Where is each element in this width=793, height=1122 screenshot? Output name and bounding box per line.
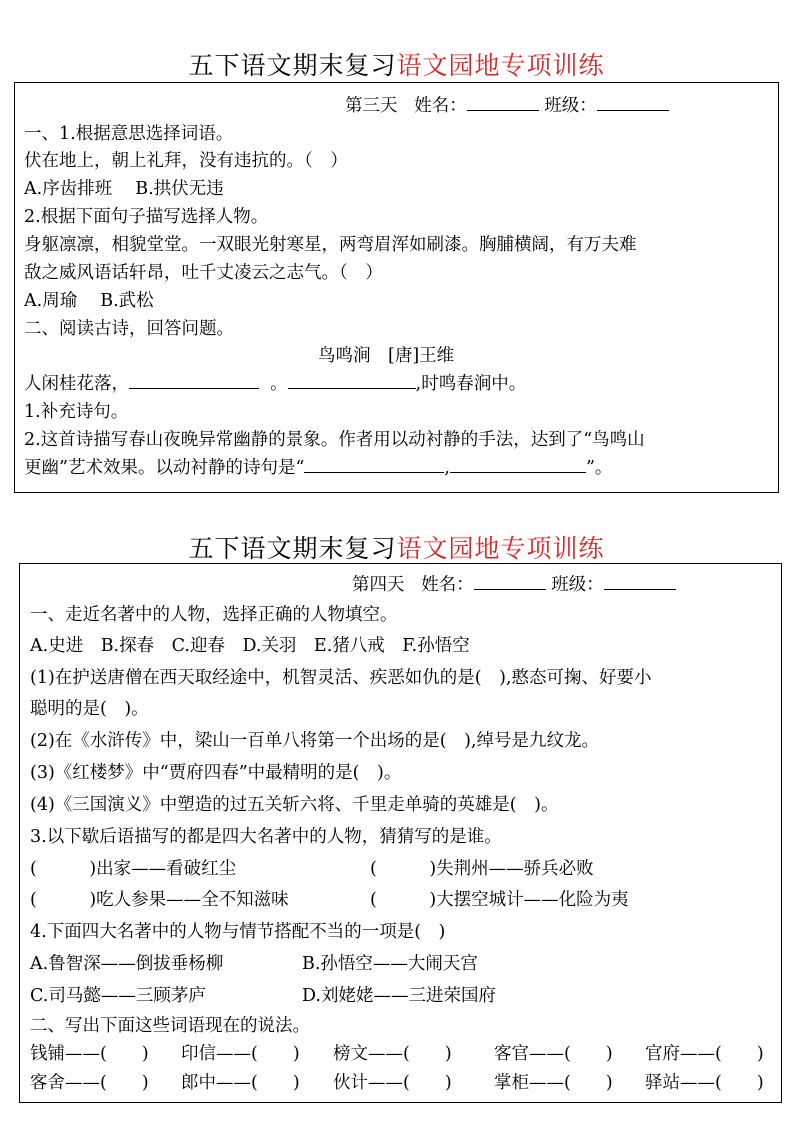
word-2-1: 郎中——( ) <box>181 1073 300 1093</box>
s1-line-5: 敌之威风语话轩昂，吐千丈凌云之志气。（ ） <box>24 263 383 283</box>
s2-line-3: 聪明的是( )。 <box>30 699 149 719</box>
word-1-2: 榜文——( ) <box>333 1044 452 1064</box>
s2-q4-a: A.鲁智深——倒拔垂杨柳 <box>30 954 224 974</box>
class-label: 班级： <box>551 575 604 595</box>
section1-title-black: 五下语文期末复习 <box>188 51 397 80</box>
section1-title <box>0 46 793 82</box>
class-label: 班级： <box>544 96 597 116</box>
s1-q2-line1: 2.这首诗描写春山夜晚异常幽静的景象。作者用以动衬静的手法，达到了“鸟鸣山 <box>24 430 645 450</box>
s1-line-2: A.序齿排班 B.拱伏无违 <box>24 179 224 199</box>
s1-line-0: 一、1.根据意思选择词语。 <box>24 124 234 144</box>
xiehou-1-1: ( )大摆空城计——化险为夷 <box>370 890 629 910</box>
s2-line-0: 一、走近名著中的人物，选择正确的人物填空。 <box>30 605 398 625</box>
s1-q1: 1.补充诗句。 <box>24 402 129 422</box>
poem-line <box>24 370 526 395</box>
section2-title-red: 语文园地专项训练 <box>396 534 605 563</box>
s2-line-6: (4)《三国演义》中塑造的过五关斩六将、千里走单骑的英雄是( )。 <box>30 795 559 815</box>
xiehou-0-0: ( )出家——看破红尘 <box>30 859 237 879</box>
s1-line-1: 伏在地上，朝上礼拜，没有违抗的。（ ） <box>24 151 348 171</box>
word-2-0: 客舍——( ) <box>30 1073 149 1093</box>
section2-title <box>0 529 793 565</box>
s1-line-6: A.周瑜 B.武松 <box>24 291 154 311</box>
s2-q4-c: C.司马懿——三顾茅庐 <box>30 986 206 1006</box>
poem-blank-1[interactable] <box>129 374 259 389</box>
s2-line-4: (2)在《水浒传》中，梁山一百单八将第一个出场的是( ),绰号是九纹龙。 <box>30 731 600 751</box>
section2-title-black: 五下语文期末复习 <box>188 534 397 563</box>
word-2-2: 伙计——( ) <box>333 1073 452 1093</box>
name-label: 姓名： <box>421 575 474 595</box>
s2-q4-b: B.孙悟空——大闹天宫 <box>302 954 478 974</box>
s2-line-1: A.史进 B.探春 C.迎春 D.关羽 E.猪八戒 F.孙悟空 <box>30 636 470 656</box>
day-label: 第三天 <box>345 96 398 116</box>
word-2-3: 掌柜——( ) <box>494 1073 613 1093</box>
q2-part-a: 更幽”艺术效果。以动衬静的诗句是“ <box>24 458 305 478</box>
s2-q4-d: D.刘姥姥——三进荣国府 <box>302 986 496 1006</box>
day-label: 第四天 <box>352 575 405 595</box>
s2-line-5: (3)《红楼梦》中“贾府四春”中最精明的是( )。 <box>30 763 402 783</box>
q2-blank-1[interactable] <box>304 458 444 473</box>
s2-part2-heading: 二、写出下面这些词语现在的说法。 <box>30 1016 310 1036</box>
s2-line-7: 3.以下歇后语描写的都是四大名著中的人物，猜猜写的是谁。 <box>30 827 502 847</box>
poem-part-c: ,时鸣春涧中。 <box>415 374 527 394</box>
name-blank[interactable] <box>467 96 539 111</box>
poem-blank-2[interactable] <box>288 374 416 389</box>
poem-title: 鸟鸣涧 [唐]王维 <box>318 346 455 366</box>
poem-part-b: 。 <box>270 374 288 394</box>
s1-q2-line2 <box>24 454 612 479</box>
word-2-4: 驿站——( ) <box>645 1073 764 1093</box>
word-1-1: 印信——( ) <box>181 1044 300 1064</box>
s1-line-3: 2.根据下面句子描写选择人物。 <box>24 207 269 227</box>
word-1-3: 客官——( ) <box>494 1044 613 1064</box>
q2-part-c: ”。 <box>585 458 613 478</box>
section1-header <box>345 92 669 117</box>
s2-line-2: (1)在护送唐僧在西天取经途中，机智灵活、疾恶如仇的是( ),憨态可掬、好要小 <box>30 668 652 688</box>
poem-part-a: 人闲桂花落， <box>24 374 129 394</box>
class-blank[interactable] <box>604 575 676 590</box>
s1-line-4: 身躯凛凛，相貌堂堂。一双眼光射寒星，两弯眉浑如刷漆。胸脯横阔，有万夫难 <box>24 235 637 255</box>
class-blank[interactable] <box>597 96 669 111</box>
s1-line-7: 二、阅读古诗，回答问题。 <box>24 319 234 339</box>
xiehou-1-0: ( )吃人参果——全不知滋味 <box>30 890 289 910</box>
q2-part-b: , <box>444 458 450 478</box>
xiehou-0-1: ( )失荆州——骄兵必败 <box>370 859 594 879</box>
word-1-0: 钱铺——( ) <box>30 1044 149 1064</box>
name-label: 姓名： <box>414 96 467 116</box>
word-1-4: 官府——( ) <box>645 1044 764 1064</box>
section1-title-red: 语文园地专项训练 <box>396 51 605 80</box>
name-blank[interactable] <box>474 575 546 590</box>
section2-header <box>352 571 676 596</box>
q2-blank-2[interactable] <box>450 458 586 473</box>
s2-q4: 4.下面四大名著中的人物与情节搭配不当的一项是( ) <box>30 922 446 942</box>
